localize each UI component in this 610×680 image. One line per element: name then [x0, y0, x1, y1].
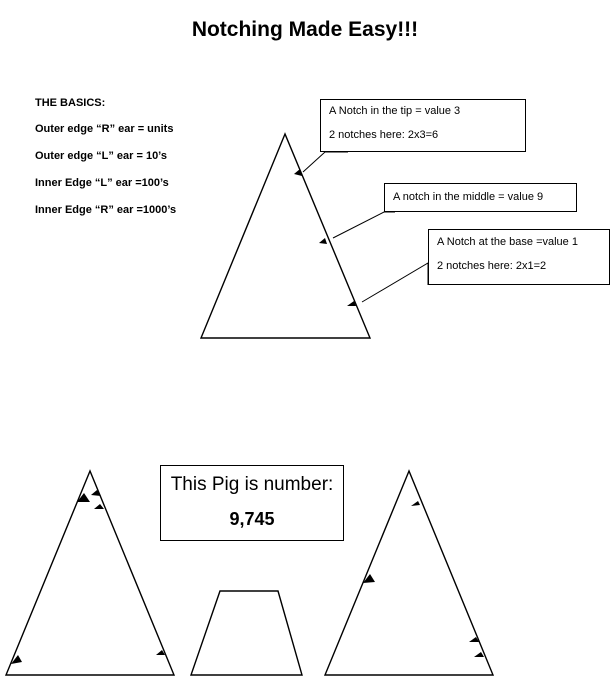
callout-pointer-middle: [333, 212, 395, 238]
notch-mark: [94, 504, 104, 509]
callout-tip-line1: A Notch in the tip = value 3: [329, 105, 461, 117]
rule-outer-left: Outer edge “L” ear = 10’s: [35, 150, 167, 162]
pig-body: [191, 591, 302, 675]
notch-mark: [294, 169, 302, 176]
callout-base-line2: 2 notches here: 2x1=2: [437, 260, 547, 272]
callout-pointer-base: [362, 263, 428, 302]
page-title: Notching Made Easy!!!: [191, 18, 419, 41]
callout-tip-notch: [320, 99, 526, 152]
rule-outer-right: Outer edge “R” ear = units: [35, 123, 174, 135]
callout-middle-line1: A notch in the middle = value 9: [393, 191, 544, 203]
pig-number-label: This Pig is number:: [170, 474, 334, 495]
notch-mark: [411, 501, 420, 506]
rule-inner-right: Inner Edge “R” ear =1000’s: [35, 204, 177, 216]
callout-base-notch: [428, 229, 610, 285]
basics-heading: THE BASICS:: [35, 97, 106, 109]
pig-number-value: 9,745: [229, 509, 275, 529]
pig-number-box: [160, 465, 344, 541]
left-ear: [6, 471, 174, 675]
rule-inner-left: Inner Edge “L” ear =100’s: [35, 177, 169, 189]
callout-tip-line2: 2 notches here: 2x3=6: [329, 129, 439, 141]
notch-mark: [319, 238, 327, 244]
example-ear: [201, 134, 370, 338]
callout-middle-notch: [384, 183, 577, 212]
callout-base-line1: A Notch at the base =value 1: [437, 236, 578, 248]
callout-pointer-tip: [303, 152, 348, 172]
right-ear: [325, 471, 493, 675]
notch-mark: [474, 652, 484, 657]
